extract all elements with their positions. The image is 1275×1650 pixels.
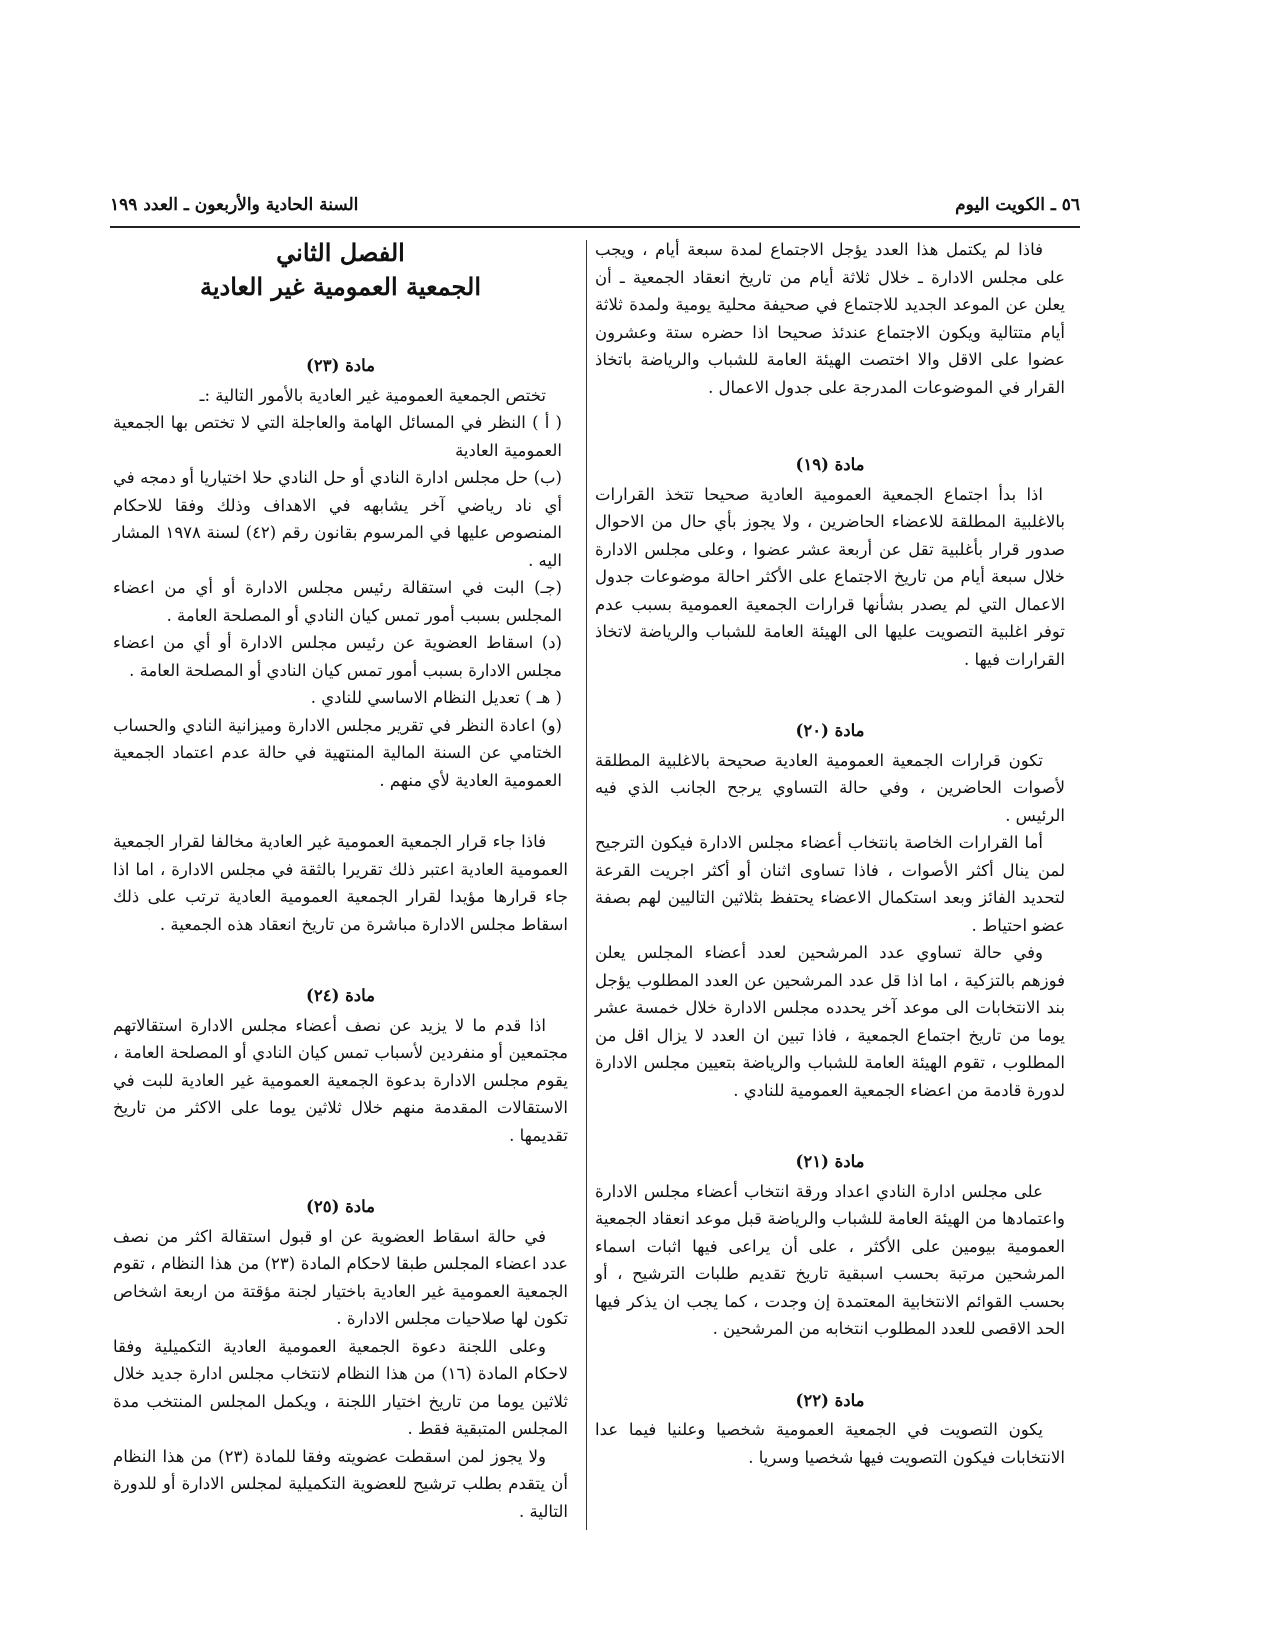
chapter-heading — [113, 236, 568, 304]
article-title: مادة (٢١) — [795, 1152, 865, 1171]
paragraph: اذا قدم ما لا يزيد عن نصف أعضاء مجلس الادارة استقالاتهم مجتمعين أو منفردين لأسباب تمس كيان النادي أو المصلحة العامة ، يقوم مجلس الادارة بدعوة الجمعية العمومية غير العادية للبت في الاستقالات المقدمة منهم خلال ثلاثين يوما على الاكثر من تاريخ تقديمها . — [113, 1015, 568, 1145]
list-item: (ب) حل مجلس ادارة النادي أو حل النادي حلا اختياريا أو دمجه في أي ناد رياضي آخر يشابهه في الاهداف وذلك وفقا للاحكام المنصوص عليها في المرسوم بقانون رقم (٤٢) لسنة ١٩٧٨ المشار اليه . — [113, 468, 562, 570]
paragraph: ولا يجوز لمن اسقطت عضويته وفقا للمادة (٢٣) من هذا النظام أن يتقدم بطلب ترشيح للعضوية التكميلية لمجلس الادارة أو للدورة التالية . — [113, 1446, 568, 1521]
issue-info: السنة الحادية والأربعون ـ العدد ١٩٩ — [110, 195, 359, 215]
chapter-subtitle: الجمعية العمومية غير العادية — [199, 272, 482, 301]
paragraph: وعلى اللجنة دعوة الجمعية العمومية العادية التكميلية وفقا لاحكام المادة (١٦) من هذا النظام لانتخاب مجلس ادارة جديد خلال ثلاثين يوما من تاريخ اختيار اللجنة ، ويكمل المجلس المنتخب مدة المجلس المتبقية فقط . — [113, 1336, 568, 1438]
column-divider — [586, 240, 587, 1530]
page-title: ٥٦ ـ الكويت اليوم — [955, 195, 1080, 215]
paragraph: وفي حالة تساوي عدد المرشحين لعدد أعضاء المجلس يعلن فوزهم بالتزكية ، اما اذا قل عدد المرشحين عن العدد المطلوب يؤجل بند الانتخابات الى موعد آخر يحدده مجلس الادارة خلال خمسة عشر يوما من تاريخ اجتماع الجمعية ، فاذا تبين ان العدد لا يزال اقل من المطلوب ، تقوم الهيئة العامة للشباب والرياضة بتعيين مجلس الادارة لدورة قادمة من اعضاء الجمعية العمومية للنادي . — [595, 943, 1065, 1100]
article-title: مادة (٢٠) — [795, 721, 865, 740]
paragraph: أما القرارات الخاصة بانتخاب أعضاء مجلس الادارة فيكون الترجيح لمن ينال أكثر الأصوات ، فاذا تساوى اثنان أو أكثر اجريت القرعة لتحديد الفائز وبعد استكمال الاعضاء يحتفظ بثلاثين التاليين لهم بصفة عضو احتياط . — [595, 833, 1065, 935]
article-title: مادة (٢٤) — [306, 986, 375, 1005]
article-title: مادة (٢٥) — [306, 1197, 375, 1216]
article-21 — [595, 1148, 1065, 1343]
article-title: مادة (٢٣) — [306, 356, 375, 375]
article-20 — [595, 717, 1065, 1104]
chapter-title: الفصل الثاني — [276, 238, 405, 267]
paragraph: يكون التصويت في الجمعية العمومية شخصيا وعلنيا فيما عدا الانتخابات فيكون التصويت فيها شخصيا وسريا . — [595, 1420, 1065, 1467]
page-header — [110, 195, 1080, 221]
continuation-paragraph — [595, 236, 1065, 401]
list-item: (د) اسقاط العضوية عن رئيس مجلس الادارة أو أي من اعضاء مجلس الادارة بسبب أمور تمس كيان النادي أو المصلحة العامة . — [113, 633, 562, 680]
paragraph: اذا بدأ اجتماع الجمعية العمومية العادية صحيحا تتخذ القرارات بالاغلبية المطلقة للاعضاء الحاضرين ، ولا يجوز بأي حال من الاحوال صدور قرار بأغلبية تقل عن أربعة عشر عضوا ، وعلى مجلس الادارة خلال سبعة أيام من تاريخ الاجتماع على الأكثر احالة موضوعات جدول الاعمال التي لم يصدر بشأنها قرارات الجمعية العمومية بسبب عدم توفر اغلبية التصويت عليها الى الهيئة العامة للشباب والرياضة لاتخاذ القرارات فيها . — [595, 484, 1065, 669]
list-item: (جـ) البت في استقالة رئيس مجلس الادارة أو أي من اعضاء المجلس بسبب أمور تمس كيان النادي أو المصلحة العامة . — [113, 578, 562, 625]
paragraph: فاذا جاء قرار الجمعية العمومية غير العادية مخالفا لقرار الجمعية العمومية العادية اعتبر ذلك تقريرا بالثقة في مجلس الادارة ، اما اذا جاء قرارها مؤيدا لقرار الجمعية العمومية العادية ترتب على ذلك اسقاط مجلس الادارة مباشرة من تاريخ انعقاد هذه الجمعية . — [113, 832, 568, 934]
paragraph: تختص الجمعية العمومية غير العادية بالأمور التالية :ـ — [199, 385, 546, 405]
article-22 — [595, 1387, 1065, 1472]
list-item: ( أ ) النظر في المسائل الهامة والعاجلة التي لا تختص بها الجمعية العمومية العادية — [113, 413, 562, 460]
right-column — [595, 236, 1065, 1515]
article-25 — [113, 1193, 568, 1525]
list-item: ( هـ ) تعديل النظام الاساسي للنادي . — [310, 688, 562, 707]
paragraph: فاذا لم يكتمل هذا العدد يؤجل الاجتماع لمدة سبعة أيام ، ويجب على مجلس الادارة ـ خلال ثلاثة أيام من تاريخ انعقاد الجمعية ـ أن يعلن عن الموعد الجديد للاجتماع في صحيفة محلية يومية ولمدة ثلاثة أيام متتالية ويكون الاجتماع عندئذ صحيحا اذا حضره ستة وعشرون عضوا على الاقل والا اختصت الهيئة العامة للشباب والرياضة باتخاذ القرار في الموضوعات المدرجة على جدول الاعمال . — [595, 240, 1065, 397]
left-column — [113, 236, 568, 1569]
list-item: (و) اعادة النظر في تقرير مجلس الادارة وميزانية النادي والحساب الختامي عن السنة المالية المنتهية في حالة عدم اعتماد الجمعية العمومية العادية لأي منهم . — [113, 715, 562, 790]
paragraph: في حالة اسقاط العضوية عن او قبول استقالة اكثر من نصف عدد اعضاء المجلس طبقا لاحكام المادة (٢٣) من هذا النظام ، تقوم الجمعية العمومية غير العادية باختيار لجنة مؤقتة من اربعة اشخاص تكون لها صلاحيات مجلس الادارة . — [113, 1226, 568, 1328]
article-23 — [113, 352, 568, 938]
article-title: مادة (٢٢) — [795, 1390, 865, 1410]
article-title: مادة (١٩) — [795, 455, 865, 474]
article-19 — [595, 451, 1065, 673]
paragraph: تكون قرارات الجمعية العمومية العادية صحيحة بالاغلبية المطلقة لأصوات الحاضرين ، وفي حالة التساوي يرجح الجانب الذي فيه الرئيس . — [595, 750, 1065, 825]
paragraph: على مجلس ادارة النادي اعداد ورقة انتخاب أعضاء مجلس الادارة واعتمادها من الهيئة العامة للشباب والرياضة قبل موعد انعقاد الجمعية العمومية بيومين على الأكثر ، على أن يراعى فيها اثبات اسماء المرشحين مرتبة بحسب اسبقية تاريخ تقديم طلبات الترشيح ، أو بحسب القوائم الانتخابية المعتمدة إن وجدت ، كما يجب ان يذكر فيها الحد الاقصى للعدد المطلوب انتخابه من المرشحين . — [595, 1181, 1065, 1338]
article-24 — [113, 982, 568, 1149]
header-rule — [110, 226, 1080, 228]
